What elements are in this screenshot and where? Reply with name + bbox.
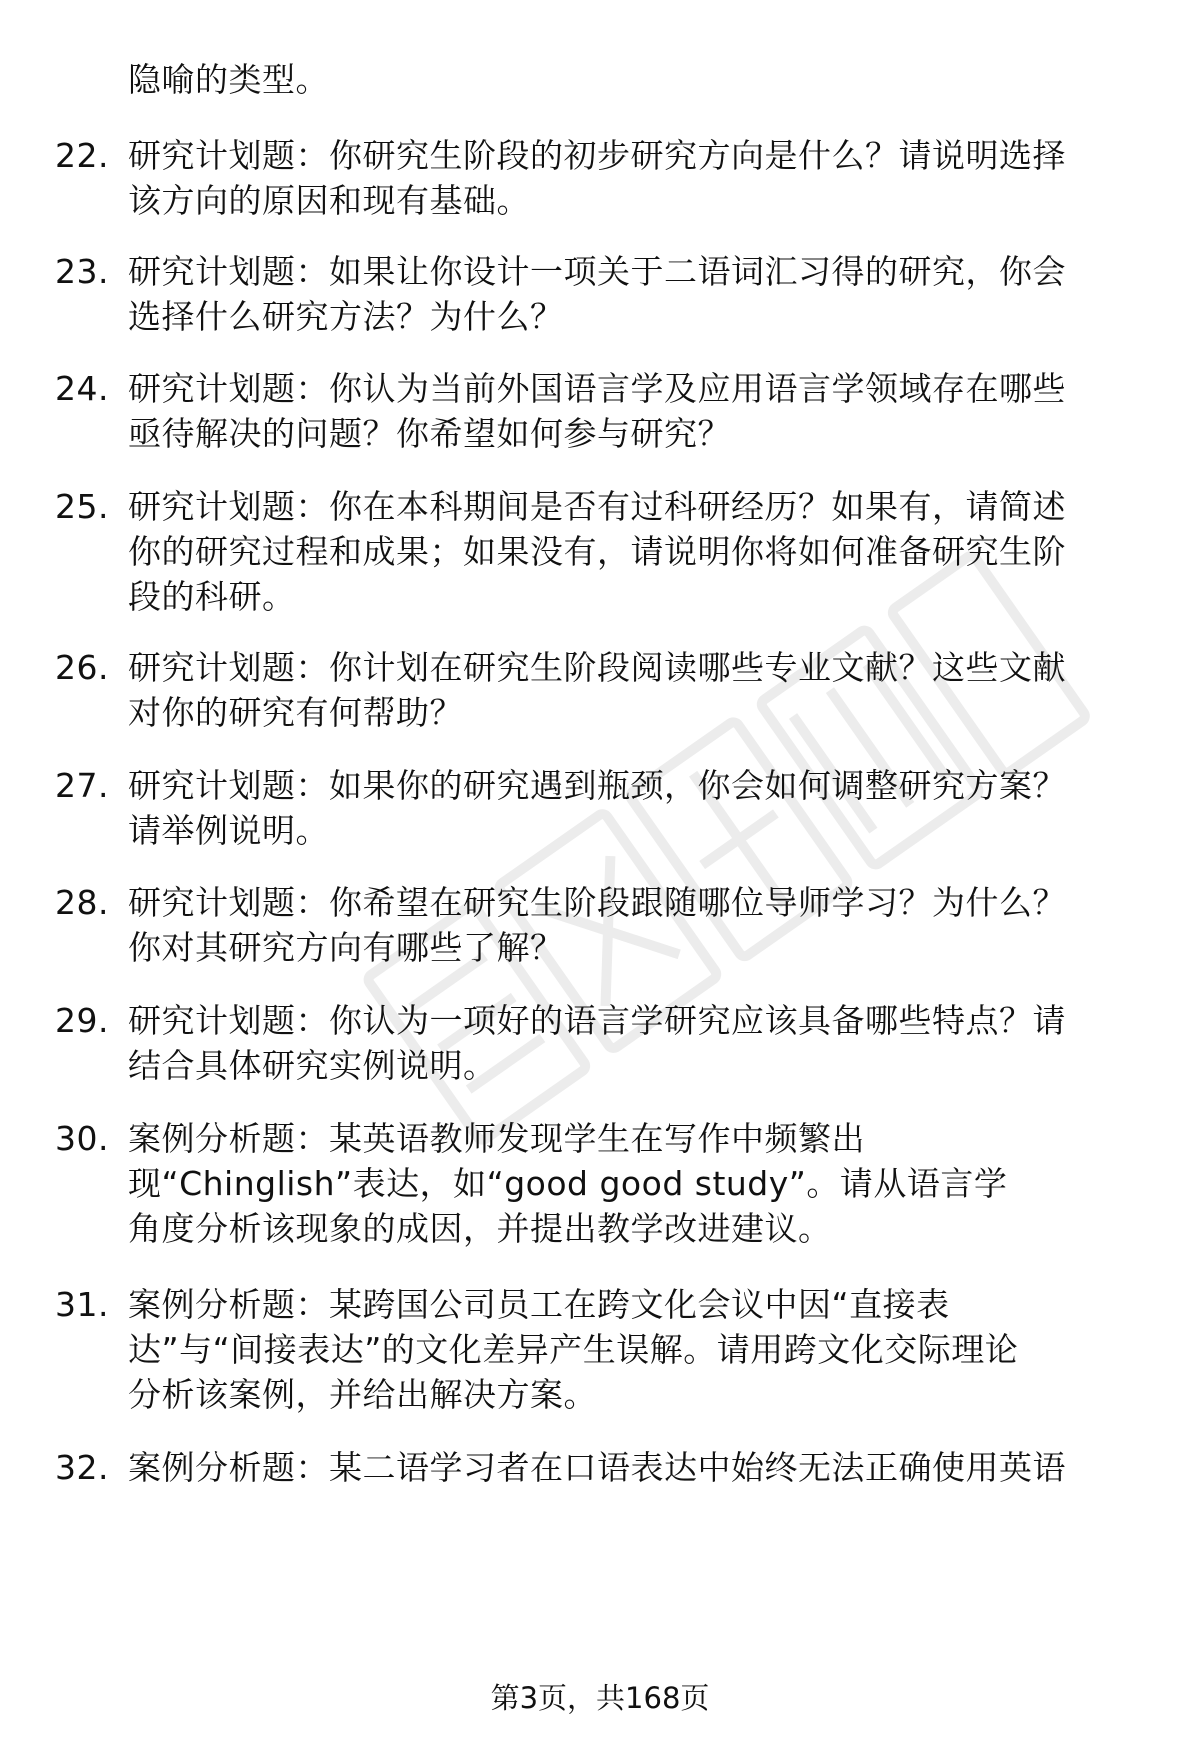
item-line: 结合具体研究实例说明。	[128, 1046, 497, 1085]
page-footer: 第3页，共168页	[490, 1681, 710, 1715]
item-text	[128, 366, 1143, 456]
item-line: 亟待解决的问题？你希望如何参与研究？	[128, 414, 731, 453]
item-line: 案例分析题：某英语教师发现学生在写作中频繁出	[128, 1119, 865, 1158]
item-number: 32.	[55, 1448, 109, 1487]
item-line: 现“Chinglish”表达，如“good good study”。请从语言学	[128, 1164, 1008, 1203]
item-number: 26.	[55, 648, 109, 687]
item-line: 该方向的原因和现有基础。	[128, 181, 530, 220]
item-number: 22.	[55, 136, 109, 175]
item-line: 对你的研究有何帮助？	[128, 693, 463, 732]
item-number: 28.	[55, 883, 109, 922]
item-number: 24.	[55, 369, 109, 408]
item-text	[128, 1282, 1143, 1417]
item-line: 研究计划题：你在本科期间是否有过科研经历？如果有，请简述	[128, 487, 1066, 526]
item-number: 25.	[55, 487, 109, 526]
item-line: 角度分析该现象的成因，并提出教学改进建议。	[128, 1209, 832, 1248]
item-line: 研究计划题：你希望在研究生阶段跟随哪位导师学习？为什么？	[128, 883, 1066, 922]
item-number: 27.	[55, 766, 109, 805]
item-line: 分析该案例，并给出解决方案。	[128, 1375, 597, 1414]
item-text	[128, 645, 1143, 735]
item-text	[128, 1445, 1143, 1490]
item-text	[128, 133, 1143, 223]
item-line: 研究计划题：你认为一项好的语言学研究应该具备哪些特点？请	[128, 1001, 1066, 1040]
item-line: 研究计划题：你认为当前外国语言学及应用语言学领域存在哪些	[128, 369, 1066, 408]
item-line: 达”与“间接表达”的文化差异产生误解。请用跨文化交际理论	[128, 1330, 1019, 1369]
item-line: 段的科研。	[128, 577, 296, 616]
item-line: 研究计划题：你计划在研究生阶段阅读哪些专业文献？这些文献	[128, 648, 1066, 687]
item-line: 研究计划题：你研究生阶段的初步研究方向是什么？请说明选择	[128, 136, 1066, 175]
item-line: 案例分析题：某跨国公司员工在跨文化会议中因“直接表	[128, 1285, 950, 1324]
item-number: 29.	[55, 1001, 109, 1040]
item-line: 你的研究过程和成果；如果没有，请说明你将如何准备研究生阶	[128, 532, 1066, 571]
item-line: 研究计划题：如果你的研究遇到瓶颈，你会如何调整研究方案？	[128, 766, 1066, 805]
item-line: 研究计划题：如果让你设计一项关于二语词汇习得的研究，你会	[128, 252, 1066, 291]
item-line: 隐喻的类型。	[128, 60, 329, 99]
item-text	[128, 57, 1143, 102]
item-line: 你对其研究方向有哪些了解？	[128, 928, 564, 967]
item-line: 案例分析题：某二语学习者在口语表达中始终无法正确使用英语	[128, 1448, 1066, 1487]
item-text	[128, 249, 1143, 339]
item-text	[128, 484, 1143, 619]
item-text	[128, 880, 1143, 970]
item-text	[128, 998, 1143, 1088]
item-number: 31.	[55, 1285, 109, 1324]
item-text	[128, 763, 1143, 853]
item-text	[128, 1116, 1143, 1251]
item-number: 23.	[55, 252, 109, 291]
item-line: 请举例说明。	[128, 811, 329, 850]
item-line: 选择什么研究方法？为什么？	[128, 297, 564, 336]
item-number: 30.	[55, 1119, 109, 1158]
